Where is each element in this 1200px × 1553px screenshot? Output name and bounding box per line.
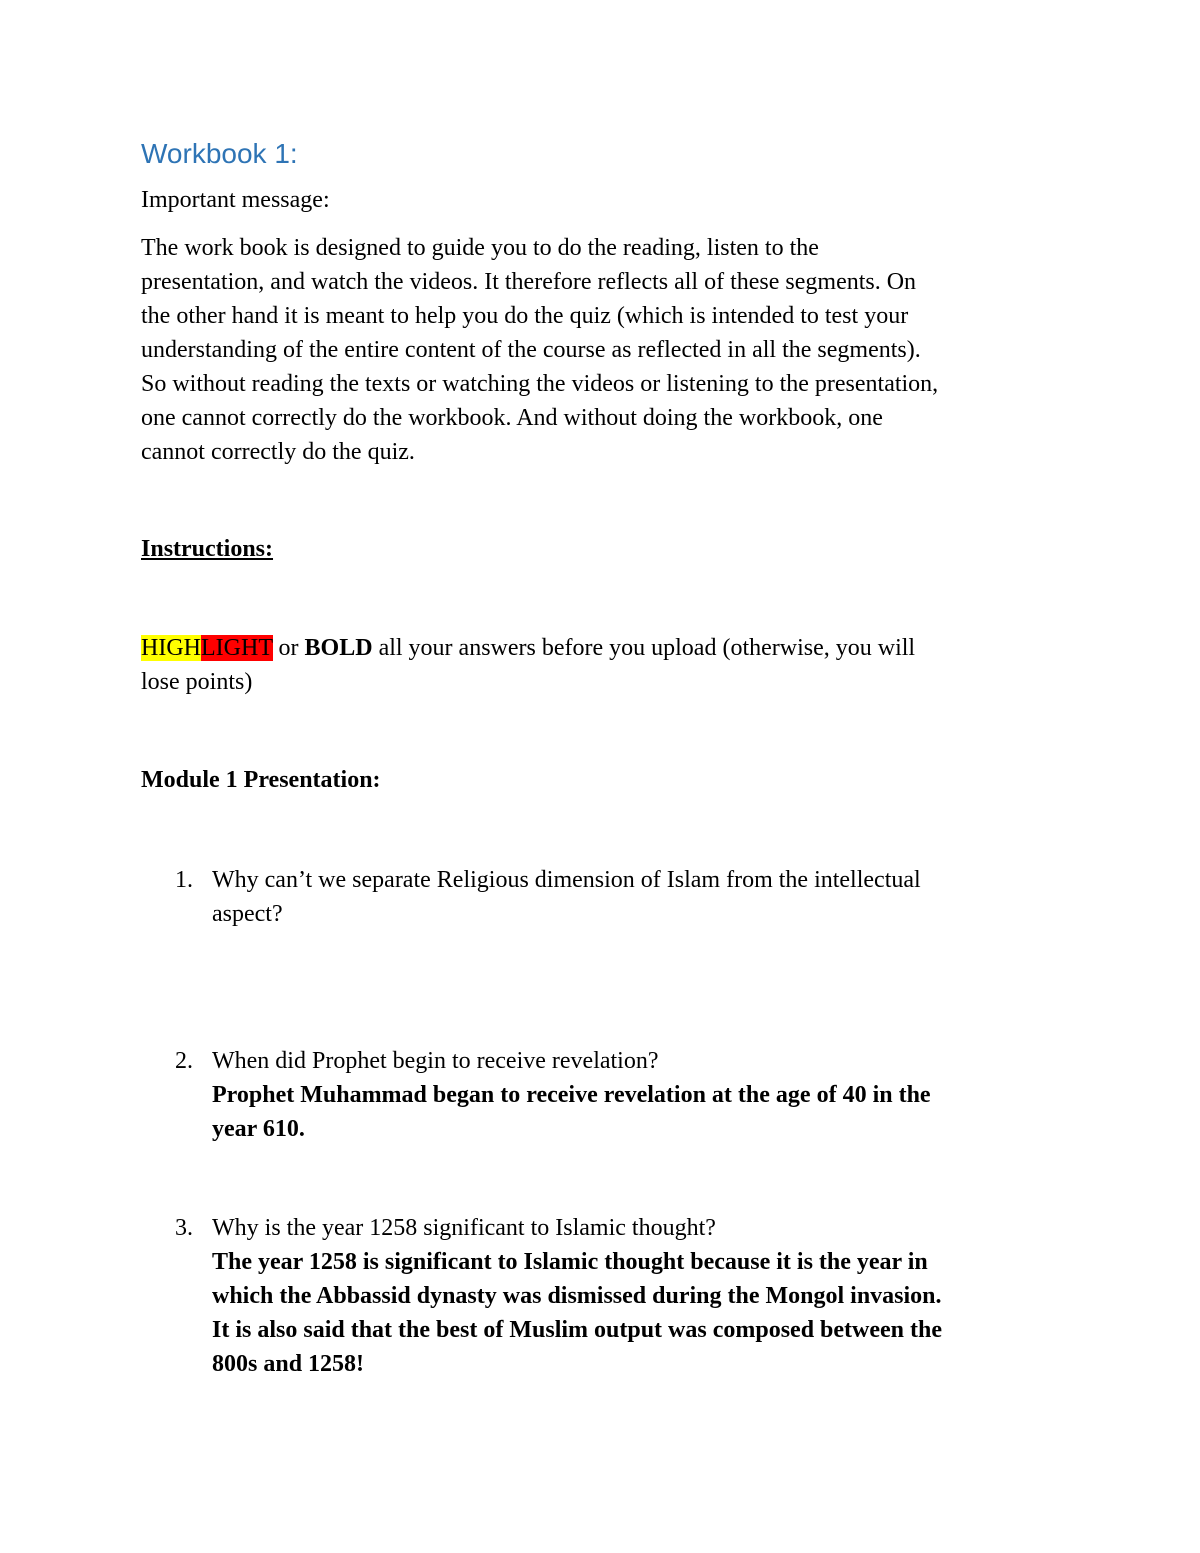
highlight-red-text: LIGHT (201, 635, 273, 661)
instructions-heading: Instructions: (141, 536, 274, 562)
question-number: 3. (175, 1215, 193, 1241)
question-body (212, 1211, 942, 1381)
answer-text-line: year 610. (212, 1116, 305, 1142)
question-number: 1. (175, 867, 193, 893)
question-number: 2. (175, 1048, 193, 1074)
message-line: presentation, and watch the videos. It therefore reflects all of these segments. On (141, 269, 917, 295)
message-line: So without reading the texts or watching the videos or listening to the presentation, (141, 371, 939, 397)
question-body (212, 1044, 931, 1146)
answer-text-line: It is also said that the best of Muslim output was composed between the (212, 1317, 943, 1343)
instruction-line (141, 631, 915, 665)
question-text-line: When did Prophet begin to receive revelation? (212, 1048, 659, 1074)
answer-text-line: Prophet Muhammad began to receive revelation at the age of 40 in the (212, 1082, 931, 1108)
section-heading: Module 1 Presentation: (141, 767, 381, 793)
or-text: or (272, 635, 305, 661)
highlight-yellow-text: HIGH (141, 635, 201, 661)
answer-text-line: 800s and 1258! (212, 1351, 365, 1377)
message-line: one cannot correctly do the workbook. And without doing the workbook, one (141, 405, 883, 431)
message-line: the other hand it is meant to help you do the quiz (which is intended to test your (141, 303, 909, 329)
answer-text-line: The year 1258 is significant to Islamic thought because it is the year in (212, 1249, 928, 1275)
instruction-rest: all your answers before you upload (otherwise, you will (372, 635, 916, 661)
question-text-line: Why can’t we separate Religious dimension of Islam from the intellectual (212, 867, 921, 893)
question-text-line: Why is the year 1258 significant to Islamic thought? (212, 1215, 716, 1241)
important-message-paragraph (141, 231, 938, 469)
message-line: cannot correctly do the quiz. (141, 439, 415, 465)
question-text-line: aspect? (212, 901, 283, 927)
bold-word: BOLD (304, 635, 373, 661)
instruction-line-2: lose points) (141, 669, 253, 695)
message-line: understanding of the entire content of the course as reflected in all the segments). (141, 337, 921, 363)
message-line: The work book is designed to guide you to do the reading, listen to the (141, 235, 819, 261)
answer-text-line: which the Abbassid dynasty was dismissed during the Mongol invasion. (212, 1283, 942, 1309)
document-title: Workbook 1: (141, 138, 298, 169)
question-body (212, 863, 921, 931)
important-message-label: Important message: (141, 187, 330, 213)
